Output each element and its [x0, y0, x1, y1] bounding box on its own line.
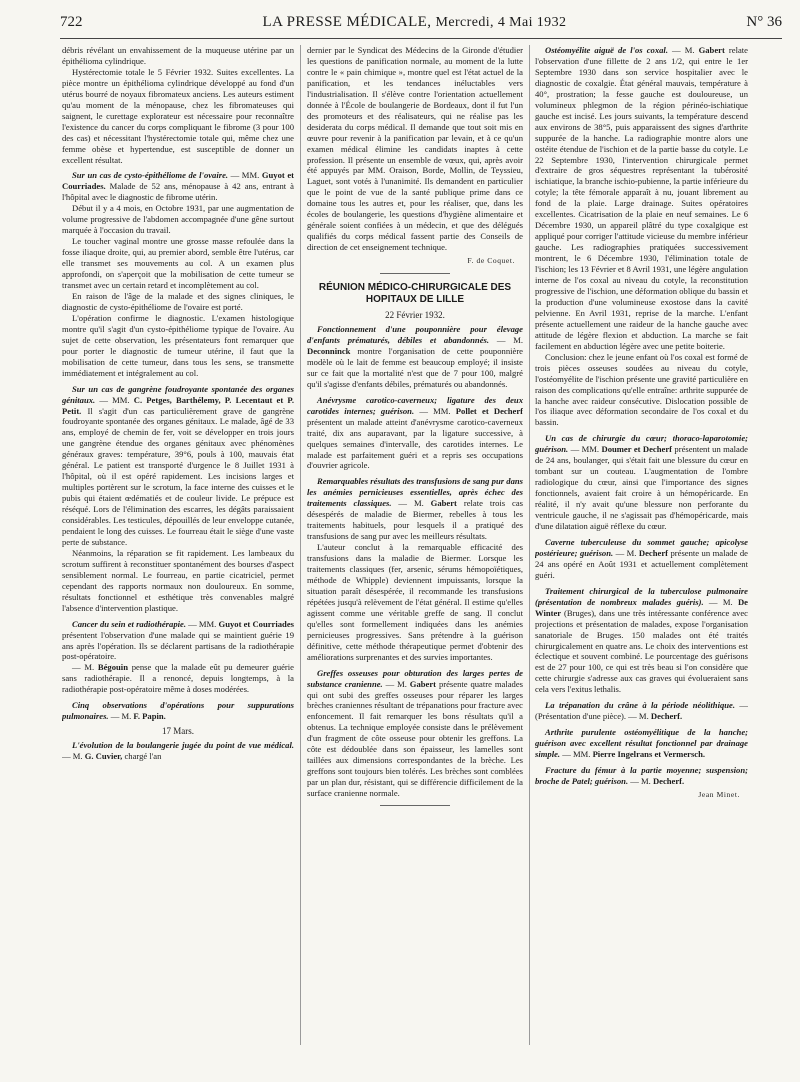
report-authors: Guyot et Courriades.	[62, 170, 294, 192]
society-heading: RÉUNION MÉDICO-CHIRURGICALE DES HOPITAUX DE LILLE	[318, 282, 512, 306]
report-title: L'évolution de la boulangerie jugée du point de vue médical.	[72, 740, 294, 751]
paragraph: débris révélant un envahissement de la muqueuse utérine par un épithélioma cylindrique.	[62, 45, 294, 66]
report-title: Caverne tuberculeuse du sommet gauche; apicolyse postérieure; guérison.	[535, 536, 748, 558]
report-authors: Pollet et Decherf	[455, 405, 523, 416]
report-entry: L'évolution de la boulangerie jugée du point de vue médical. — M. G. Cuvier, chargé l'an	[62, 740, 294, 762]
report-title: Sur un cas de gangrène foudroyante spontanée des organes génitaux.	[62, 383, 294, 405]
report-title: Traitement chirurgical de la tuberculose pulmonaire (présentation de nombreux malades guéris).	[535, 585, 748, 607]
column-2	[307, 45, 523, 1075]
journal-title	[263, 14, 567, 31]
report-title: Anévrysme carotico-caverneux; ligature des deux carotides internes; guérison.	[307, 394, 523, 416]
report-authors: Doumer et Decherf	[601, 444, 673, 455]
paragraph: — M. Bégouin pense que la malade eût pu demeurer guérie sans radiothérapie. Il a renoncé, depuis longtemps, à la radiothérapie post-opératoire même à doses modérées.	[62, 662, 294, 695]
report-title: Sur un cas de cysto-épithéliome de l'ovaire.	[72, 170, 229, 181]
paragraph: Le toucher vaginal montre une grosse masse refoulée dans la fosse iliaque droite, qui, au premier abord, semble être l'utérus, car elle transmet ses mouvements au col. A un examen plus approfondi, on s'aperçoit que la mobilisation de cette tumeur se transmet avec un certain retard et incomplètement au col.	[62, 236, 294, 291]
separator-rule	[380, 805, 450, 806]
column-divider	[300, 45, 301, 1045]
report-entry: Fonctionnement d'une pouponnière pour élevage d'enfants prématurés, débiles et abandonnés. — M. Deconninck montre l'organisation de cette pouponnière modèle où le lait de femme est beaucoup employé; il insiste sur ce fait que la mortalité n'est que de 7 pour 100, malgré qu'il s'agisse d'enfants débiles, prématurés ou abandonnés.	[307, 324, 523, 389]
report-authors: C. Petges, Barthélemy, P. Lecentaut et P. Petit.	[62, 394, 294, 416]
report-title: Un cas de chirurgie du cœur; thoraco-laparotomie; guérison.	[535, 433, 748, 455]
report-authors: Decherf	[638, 547, 669, 558]
paragraph: Conclusion: chez le jeune enfant où l'os coxal est formé de trois pièces osseuses soudées au niveau du cotyle, l'ostéomyélite de l'ischion présente une gravité particulière en raison des complications qu'elle entraîne: arthrite suppurée de la hanche avec raideur consécutive. Dislocation possible de l'os iliaque avec déformation secondaire de l'os coxal et du bassin.	[535, 351, 748, 428]
paragraph: En raison de l'âge de la malade et des signes cliniques, le diagnostic de cysto-épithéliome de l'ovaire est porté.	[62, 290, 294, 312]
issue-number: N° 36	[746, 14, 782, 30]
report-entry: Anévrysme carotico-caverneux; ligature des deux carotides internes; guérison. — MM. Pollet et Decherf présentent un malade atteint d'anévrysme carotico-caverneux traité, dix ans auparavant, par la ligature successive, à quelques semaines d'intervalle, des carotides internes. Le malade est parfaitement guéri et a repris ses occupations d'ouvrier agricole.	[307, 394, 523, 471]
report-authors: De Winter	[535, 596, 748, 618]
report-title: La trépanation du crâne à la période néolithique.	[545, 700, 735, 711]
report-authors: Gabert	[698, 45, 725, 55]
report-title: Arthrite purulente ostéomyélitique de la hanche; guérison avec excellent résultat fonctionnel par drainage simple.	[535, 727, 748, 760]
paragraph: dernier par le Syndicat des Médecins de la Gironde d'étudier les questions de panification normale, au moment de la lutte contre le « pain chimique », montre quel est l'état actuel de la panification, et les tendances inéluctables vers l'industrialisation. Il s'élève contre l'orientation actuellement donnée à l'École de boulangerie de Bordeaux, dont il fut l'un des promoteurs et des réalisateurs, qui ne réalise pas les desiderata du corps médical. Il demande que tout soit mis en œuvre pour revenir à la panification par levain, et à ce qu'un examen médical élimine les candidats inaptes à cette profession. Il présente un ensemble de vœux, qui, après avoir été appuyés par MM. Oraison, Borde, Mollin, de Teyssieu, Laguet, sont votés à l'unanimité. Ils demandent en particulier que le point de vue de la santé publique prime dans ce domaine tous les autres et, pour les réaliser, que, dans les écoles de boulangerie, les questions d'hygiène alimentaire et générale soient confiées à un médecin, et que des délégués qualifiés du corps médical fassent partie des Conseils de direction de cet enseignement technique.	[307, 45, 523, 253]
paragraph: Néanmoins, la réparation se fit rapidement. Les lambeaux du scrotum suffirent à reconstituer spontanément des bourses d'aspect sensiblement normal. Le fourreau, en partie cicatriciel, permet cependant des rapports normaux non douloureux. En somme, résultats fonctionnel et esthétique très convenables malgré l'absence d'intervention plastique.	[62, 547, 294, 613]
report-entry: La trépanation du crâne à la période néolithique. — (Présentation d'une pièce). — M. Decherf.	[535, 700, 748, 722]
report-title: Remarquables résultats des transfusions de sang pur dans les anémies pernicieuses essentielles, après échec des traitements classiques.	[307, 476, 523, 509]
report-entry: Sur un cas de gangrène foudroyante spontanée des organes génitaux. — MM. C. Petges, Barthélemy, P. Lecentaut et P. Petit. Il s'agit d'un cas particulièrement grave de gangrène foudroyante spontanée des organes génitaux. Le malade, âgé de 33 ans, employé de chemin de fer, voit se développer en trois jours une gangrène étendue des organes génitaux avec phénomènes généraux graves: température, 39°6, pouls à 100, mauvais état général. Le patient est transporté d'urgence le 8 Juillet 1931 à l'hôpital, où il est opéré rapidement. Les incisions larges et multiples portèrent sur le scrotum, la face interne des cuisses et le pubis qui étaient œdématiés et de couleur livide. Le prépuce est réséqué. Lors de l'élimination des escarres, les dégâts paraissaient considérables. Les testicules, dépouillés de leur enveloppe cutanée, pendaient le long des cuisses. Le fourreau était le siège d'une vaste perte de substance.	[62, 383, 294, 547]
column-1	[62, 45, 294, 1075]
paragraph: L'opération confirme le diagnostic. L'examen histologique montre qu'il s'agit d'un cysto-épithéliome typique de l'ovaire. Au sujet de cette observation, les présentateurs font remarquer que pour porter le diagnostic de tumeur utérine, il faut que la mobilisation de cette tumeur, dans tous les sens, se transmette immédiatement et intégralement au col.	[62, 312, 294, 378]
report-title: Fracture du fémur à la partie moyenne; suspension; broche de Patel; guérison.	[535, 765, 748, 786]
report-entry: Arthrite purulente ostéomyélitique de la hanche; guérison avec excellent résultat fonctionnel par drainage simple. — MM. Pierre Ingelrans et Vermersch.	[535, 727, 748, 760]
report-entry: Fracture du fémur à la partie moyenne; suspension; broche de Patel; guérison. — M. Decherf.	[535, 765, 748, 786]
report-authors: Decherf.	[652, 776, 685, 786]
report-authors: F. Papin.	[133, 711, 166, 722]
report-entry: Un cas de chirurgie du cœur; thoraco-laparotomie; guérison. — MM. Doumer et Decherf présentent un malade de 24 ans, boulanger, qui s'était fait une blessure du cœur en tombant sur un couteau. L'augmentation de l'ombre radiologique du cœur, ainsi que l'importance des signes fonctionnels, avaient fait croire à un hémopéricarde. En réalité, il n'y avait qu'une blessure non perforante du ventricule gauche, il ne s'agissait pas d'hémopéricarde, mais d'une dilatation aiguë réflexe du cœur.	[535, 433, 748, 531]
report-authors: Pierre Ingelrans et Vermersch.	[592, 749, 706, 760]
report-authors: Gabert	[409, 678, 437, 689]
column-3	[535, 45, 748, 1075]
report-title: Ostéomyélite aiguë de l'os coxal.	[545, 45, 668, 55]
report-title: Cinq observations d'opérations pour suppurations pulmonaires.	[62, 700, 294, 722]
report-authors: Bégouin	[97, 662, 128, 673]
session-date: 22 Février 1932.	[385, 310, 445, 321]
page-number: 722	[60, 14, 83, 30]
report-entry: Greffes osseuses pour obturation des larges pertes de substance cranienne. — M. Gabert présente quatre malades qui ont subi des greffes osseuses pour réparer les larges brèches craniennes résultant de trépanations pour fracture avec enfoncement. Il fait remarquer les bons résultats qu'il a obtenus. La technique employée consiste dans le prélèvement d'un fragment de côte osseuse pour obtenir les greffons. La côte est dédoublée dans son épaisseur, les lamelles sont taillées aux dimensions correspondantes de la brèche. Les greffons sont toujours bien tolérés. Les brèches sont comblées par un plan dur, résistant, qui se différencie difficilement de la surface cranienne normale.	[307, 667, 523, 799]
report-entry: Sur un cas de cysto-épithéliome de l'ovaire. — MM. Guyot et Courriades. Malade de 52 ans, ménopause à 42 ans, entrant à l'hôpital avec le diagnostic de fibrome utérin.	[62, 170, 294, 203]
report-title: Cancer du sein et radiothérapie.	[72, 618, 186, 629]
report-authors: Deconninck	[307, 345, 351, 356]
report-entry: Cancer du sein et radiothérapie. — MM. Guyot et Courriades présentent l'observation d'une malade qui se maintient guérie 19 ans après l'opération. Ils se déclarent partisans de la radiothérapie post-opératoire.	[62, 618, 294, 662]
report-entry: Caverne tuberculeuse du sommet gauche; apicolyse postérieure; guérison. — M. Decherf présente un malade de 24 ans opéré en Août 1931 et actuellement complètement guéri.	[535, 536, 748, 580]
paragraph: L'auteur conclut à la remarquable efficacité des transfusions dans la maladie de Biermer. Lorsque les traitements classiques (fer, arsenic, sérums hémopoïétiques, méthode de Whipple) deviennent impuissants, lorsque la situation paraît désespérée, il recommande les transfusions répétées jusqu'à relèvement de l'état général. Il estime qu'elles agissent comme une véritable greffe de sang. Il conclut qu'elles sont formellement indiquées dans les anémies pernicieuses progressives. Sans prétendre à la guérison définitive, cette méthode thérapeutique permet d'obtenir des améliorations surprenantes et des survies importantes.	[307, 542, 523, 662]
report-entry: Cinq observations d'opérations pour suppurations pulmonaires. — M. F. Papin.	[62, 700, 294, 722]
paragraph: Hystérectomie totale le 5 Février 1932. Suites excellentes. La pièce montre un épithélioma cylindrique développé au fond d'un utérus bourré de noyaux fibromateux anciens. Les auteurs estiment qu'au moment de la ménopause, chez les fibromateuses qui saignent, le curettage explorateur est nécessaire pour reconnaître l'existence du cancer du corps compliquant le fibrome (3 pour 100 des cas) et nécessitant l'hystérectomie totale qui, même chez une femme obèse et hypertendue, est susceptible de donner un excellent résultat.	[62, 66, 294, 165]
report-title: Greffes osseuses pour obturation des larges pertes de substance cranienne.	[307, 667, 523, 689]
session-date: 17 Mars.	[162, 726, 194, 737]
issue-date: Mercredi, 4 Mai 1932	[435, 15, 567, 30]
report-authors: G. Cuvier,	[84, 751, 123, 762]
column-divider	[529, 45, 530, 1045]
report-authors: Decherf.	[650, 711, 683, 722]
paragraph: Début il y a 4 mois, en Octobre 1931, par une augmentation de volume progressive de l'abdomen accompagnée d'une gêne surtout marquée à l'occasion du travail.	[62, 203, 294, 236]
report-entry: Ostéomyélite aiguë de l'os coxal. — M. Gabert relate l'observation d'une fillette de 2 ans 1/2, qui entre le 1er Septembre 1930 dans son service hospitalier avec le diagnostic de coxalgie. État général mauvais, température à 40°, prostration; la fesse gauche est douloureuse, un volumineux phlegmon de la région périnéo-ischiatique gauche est incisé. Les jours suivants, la température descend aux environs de 38°5, puis apparaissent des signes d'arthrite suppurée de la hanche. La radiographie montre alors une ostéite étendue de l'ischion et de la partie basse du cotyle. Le 22 Septembre 1930, l'intervention chirurgicale permet d'extraire de gros séquestres représentant la tubérosité ischiatique, la branche ischio-pubienne, la partie inférieure du cotyle; la tête fémorale apparaît à nu, jouant librement au fond de la plaie. Large drainage. Suites opératoires excellentes. Cicatrisation de la plaie en neuf semaines. Le 6 Décembre 1930, un appareil plâtré du type coxalgique est appliqué pour corriger l'attitude vicieuse du membre inférieur gauche. Les radiographies pratiquées successivement montrent, le 6 Décembre 1930, l'élimination totale de l'ischion; les 13 Février et 8 Avril 1931, une légère angulation interne de l'os coxal au niveau du cotyle, la reconstitution progressive de l'ischion, une déformation oblique du bassin et la production d'une volumineuse exostose dans la cavité pelvienne. En Avril 1931, reprise de la marche. L'enfant présente actuellement une raideur de la hanche gauche avec attitude de légère flexion et abduction. La marche se fait facilement en abduction légère avec une petite boiterie.	[535, 45, 748, 351]
report-title: Fonctionnement d'une pouponnière pour élevage d'enfants prématurés, débiles et abandonnés.	[307, 324, 523, 345]
separator-rule	[380, 273, 450, 274]
page-header	[60, 14, 782, 39]
report-authors: Gabert	[430, 498, 457, 509]
report-authors: Guyot et Courriades	[218, 618, 294, 629]
signature: F. de Coquet.	[467, 256, 515, 266]
journal-name: LA PRESSE MÉDICALE,	[262, 14, 432, 30]
signature: Jean Minet.	[698, 789, 740, 799]
report-entry: Remarquables résultats des transfusions de sang pur dans les anémies pernicieuses essentielles, après échec des traitements classiques. — M. Gabert relate trois cas désespérés de maladie de Biermer, rebelles à tous les traitements habituels, pour lesquels il a pratiqué des transfusions de sang pur avec les meilleurs résultats.	[307, 476, 523, 542]
report-entry: Traitement chirurgical de la tuberculose pulmonaire (présentation de nombreux malades guéris). — M. De Winter (Bruges), dans une très intéressante conférence avec projections et présentation de malades, expose l'organisation sanatoriale de Bruges. 150 malades ont été traités chirurgicalement en quatre ans. Le choix des interventions est éclectique et souvent combiné. Le pourcentage des guérisons est de 27 pour 100, ce qui est très beau si l'on considère que cette chirurgie s'adresse aux cas graves qui évolueraient sans cela vers l'exitus lethalis.	[535, 585, 748, 695]
